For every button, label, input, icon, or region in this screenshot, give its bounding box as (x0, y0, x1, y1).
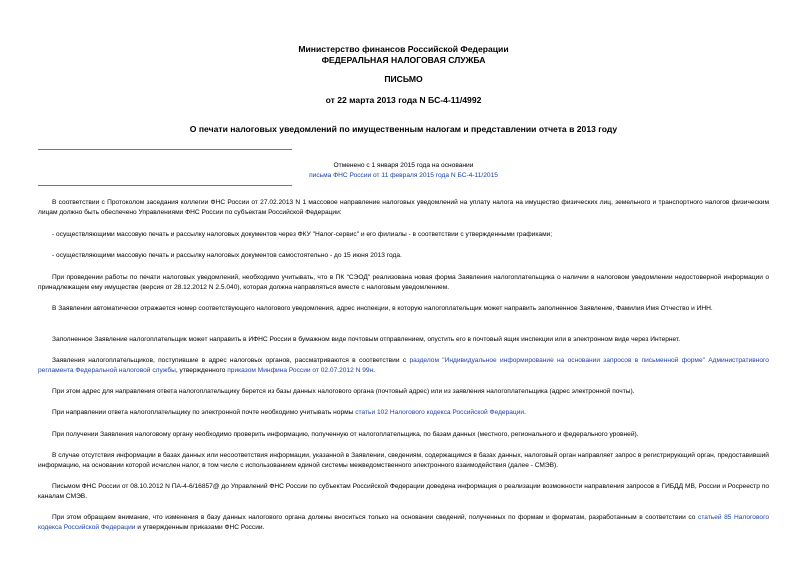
paragraph-2: - осуществляющими массовую печать и рассылку налоговых документов через ФКУ "Налог-сервис" и его филиалы - в соответствии с утвержденными графиками; (52, 231, 553, 238)
paragraph-9-text-a: При направлении ответа налогоплательщику по электронной почте необходимо учитывать нормы (52, 409, 354, 416)
tax-code-article-85-link[interactable]: статьей 85 Налогового кодекса Российской Федерации (38, 514, 769, 532)
paragraph-9 (38, 408, 769, 418)
paragraph-5: В Заявлении автоматически отражается номер соответствующего налогового уведомления, адрес инспекции, в которую налогоплательщик может направить заполненное Заявление, Фамилия Имя Отчество и ИНН. (52, 305, 713, 312)
cancellation-note: Отменено с 1 января 2015 года на основании (333, 162, 474, 169)
paragraph-4: При проведении работы по печати налоговых уведомлений, необходимо учитывать, что в ПК "СЭОД" реализована новая форма Заявления налогоплательщика о наличии в налоговом уведомлении недостоверной информации о принадлежащем ему имуществе (версия от 28.12.2012 N 2.5.040), которая должна направляться вместе с налоговым уведомлением. (38, 274, 769, 292)
paragraph-13-text-b: и утвержденным приказами ФНС России. (137, 524, 265, 532)
regulation-section-link[interactable]: разделом "Индивидуальное информирование на основании запросов в письменной форме" Административного регламента Федеральной налоговой службы (38, 357, 769, 375)
document-date: от 22 марта 2013 года N БС-4-11/4992 (325, 95, 482, 105)
paragraph-7-text-c: . (373, 367, 376, 375)
paragraph-8: При этом адрес для направления ответа налогоплательщику берется из базы данных налогового органа (почтовый адрес) или из заявления налогоплательщика (адрес электронной почты). (52, 388, 635, 395)
paragraph-12: Письмом ФНС России от 08.10.2012 N ПА-4-6/16857@ до Управлений ФНС России по субъектам Российской Федерации доведена информация о реализации возможности направления запросов в ГИБДД МВ, России и Росреестр по каналам СМЭВ. (38, 483, 769, 501)
ministry-name: Министерство финансов Российской Федерации (298, 44, 509, 54)
minfin-order-link[interactable]: приказом Минфина России от 02.07.2012 N 99н (227, 367, 374, 375)
paragraph-7 (38, 356, 769, 376)
paragraph-10: При получении Заявления налоговому органу необходимо проверить информацию, полученную от налогоплательщика, по базам данных (местного, регионального и федерального уровней). (52, 431, 639, 438)
paragraph-13-text-a: При этом обращаем внимание, что изменения в базу данных налогового органа должны вноситься только на основании сведений, полученных по формам и форматам, разработанным в соответствии со (52, 514, 696, 521)
tax-code-article-102-link[interactable]: статьи 102 Налогового кодекса Российской Федерации (355, 409, 525, 416)
paragraph-9-text-b: . (524, 409, 526, 416)
divider-top (38, 149, 292, 150)
service-name: ФЕДЕРАЛЬНАЯ НАЛОГОВАЯ СЛУЖБА (321, 55, 486, 65)
paragraph-13 (38, 513, 769, 533)
paragraph-3: - осуществляющими массовую печать и рассылку налоговых документов самостоятельно - до 15 июня 2013 года. (52, 252, 402, 259)
document-subject: О печати налоговых уведомлений по имущественным налогам и представлении отчета в 2013 году (189, 124, 618, 134)
divider-bottom (38, 185, 292, 186)
paragraph-6: Заполненное Заявление налогоплательщик может направить в ИФНС России в бумажном виде почтовым отправлением, опустить его в почтовый ящик инспекции или в электронном виде через Интернет. (52, 336, 681, 343)
cancellation-link-line (38, 171, 769, 181)
document-type: ПИСЬМО (384, 74, 423, 84)
cancellation-link[interactable]: письма ФНС России от 11 февраля 2015 года N БС-4-11/2015 (309, 172, 498, 179)
paragraph-11: В случае отсутствия информации в базах данных или несоответствия информации, указанной в Заявлении, сведениям, содержащимся в базах данных, налоговый орган направляет запрос в регистрирующий орган, предоставивший информацию, на основании которой исчислен налог, в том числе с использованием единой системы межведомственного электронного взаимодействия (далее - СМЭВ). (38, 452, 769, 470)
paragraph-1: В соответствии с Протоколом заседания коллегии ФНС России от 27.02.2013 N 1 массовое направление налоговых уведомлений на уплату налога на имущество физических лиц, земельного и транспортного налогов физическим лицам должно быть обеспечено Управлениями ФНС России по субъектам Российской Федерации: (38, 199, 769, 217)
paragraph-7-text-b: , утвержденного (175, 367, 226, 375)
paragraph-7-text-a: Заявления налогоплательщиков, поступившие в адрес налоговых органов, рассматриваются в соответствии с (52, 357, 407, 364)
